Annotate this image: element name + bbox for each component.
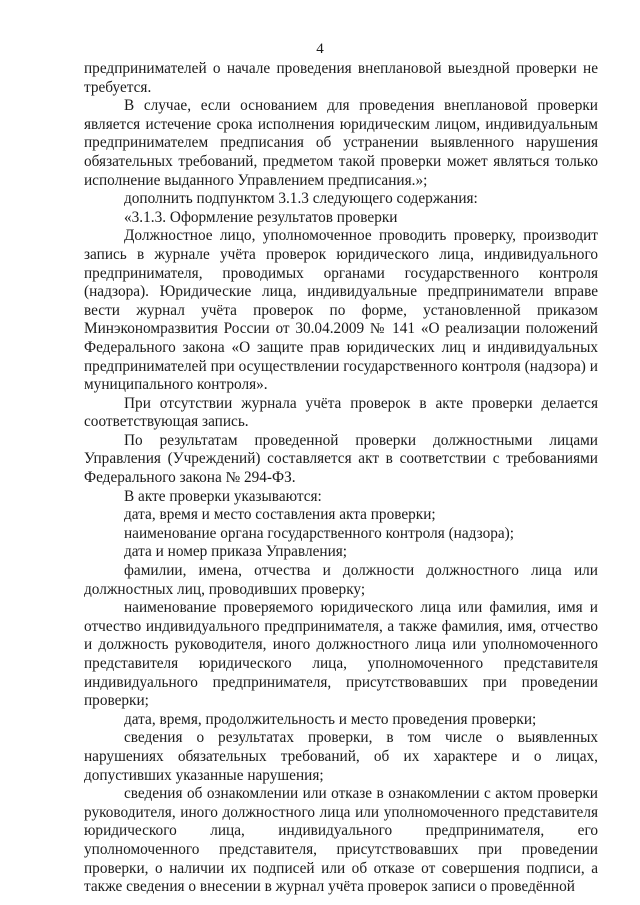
paragraph-act-contents-intro: В акте проверки указываются:	[124, 487, 322, 505]
list-item-inspection-duration: дата, время, продолжительность и место проведения проверки;	[124, 710, 537, 728]
page-number: 4	[316, 41, 324, 57]
document-body	[84, 60, 598, 897]
paragraph-act-drawn-up: По результатам проведенной проверки должностными лицами Управления (Учреждений) составляется акт в соответствии с требованиями Федерального закона № 294-ФЗ.	[84, 431, 598, 487]
list-item-inspectors: фамилии, имена, отчества и должности должностного лица или должностных лиц, проводивших проверку;	[84, 562, 598, 598]
paragraph-add-subclause: дополнить подпунктом 3.1.3 следующего содержания:	[124, 190, 478, 208]
list-item-inspected-entity: наименование проверяемого юридического лица или фамилия, имя и отчество индивидуального предпринимателя, а также фамилия, имя, отчество и должность руководителя, иного должностного лица или уполномоченного представителя юридического лица, уполномоченного представителя индивидуального предпринимателя, присутствовавших при проведении проверки;	[84, 599, 598, 710]
list-item-acquaintance: сведения об ознакомлении или отказе в ознакомлении с актом проверки руководителя, иного должностного лица или уполномоченного представителя юридического лица, индивидуального предпринимателя, его уполномоченного представителя, присутствовавших при проведении проверки, о наличии их подписей или об отказе от совершения подписи, а также сведения о внесении в журнал учёта проверок записи о проведённой	[84, 785, 598, 896]
paragraph-journal-entry: Должностное лицо, уполномоченное проводить проверку, производит запись в журнале учёта проверок юридического лица, индивидуального предпринимателя, проводимых органами государственного контроля (надзора). Юридические лица, индивидуальные предприниматели вправе вести журнал учёта проверок по форме, установленной приказом Минэкономразвития России от 30.04.2009 № 141 «О реализации положений Федерального закона «О защите прав юридических лиц и индивидуальных предпринимателей при осуществлении государственного контроля (надзора) и муниципального контроля».	[84, 227, 598, 394]
list-item-authority-name: наименование органа государственного контроля (надзора);	[124, 524, 514, 542]
paragraph-continuation: предпринимателей о начале проведения внеплановой выездной проверки не требуется.	[84, 60, 598, 96]
paragraph-no-journal: При отсутствии журнала учёта проверок в акте проверки делается соответствующая запись.	[84, 394, 598, 431]
paragraph-unscheduled-inspection-basis: В случае, если основанием для проведения внеплановой проверки является истечение срока исполнения юридическим лицом, индивидуальным предпринимателем предписания об устранении выявленного нарушения обязательных требований, предметом такой проверки может являться только исполнение выданного Управлением предписания.»;	[84, 97, 598, 189]
list-item-order-number: дата и номер приказа Управления;	[124, 543, 348, 561]
paragraph-subclause-heading: «3.1.3. Оформление результатов проверки	[124, 208, 398, 226]
list-item-results: сведения о результатах проверки, в том числе о выявленных нарушениях обязательных требований, об их характере и о лицах, допустивших указанные нарушения;	[84, 729, 598, 784]
list-item-date-place: дата, время и место составления акта проверки;	[124, 506, 436, 524]
